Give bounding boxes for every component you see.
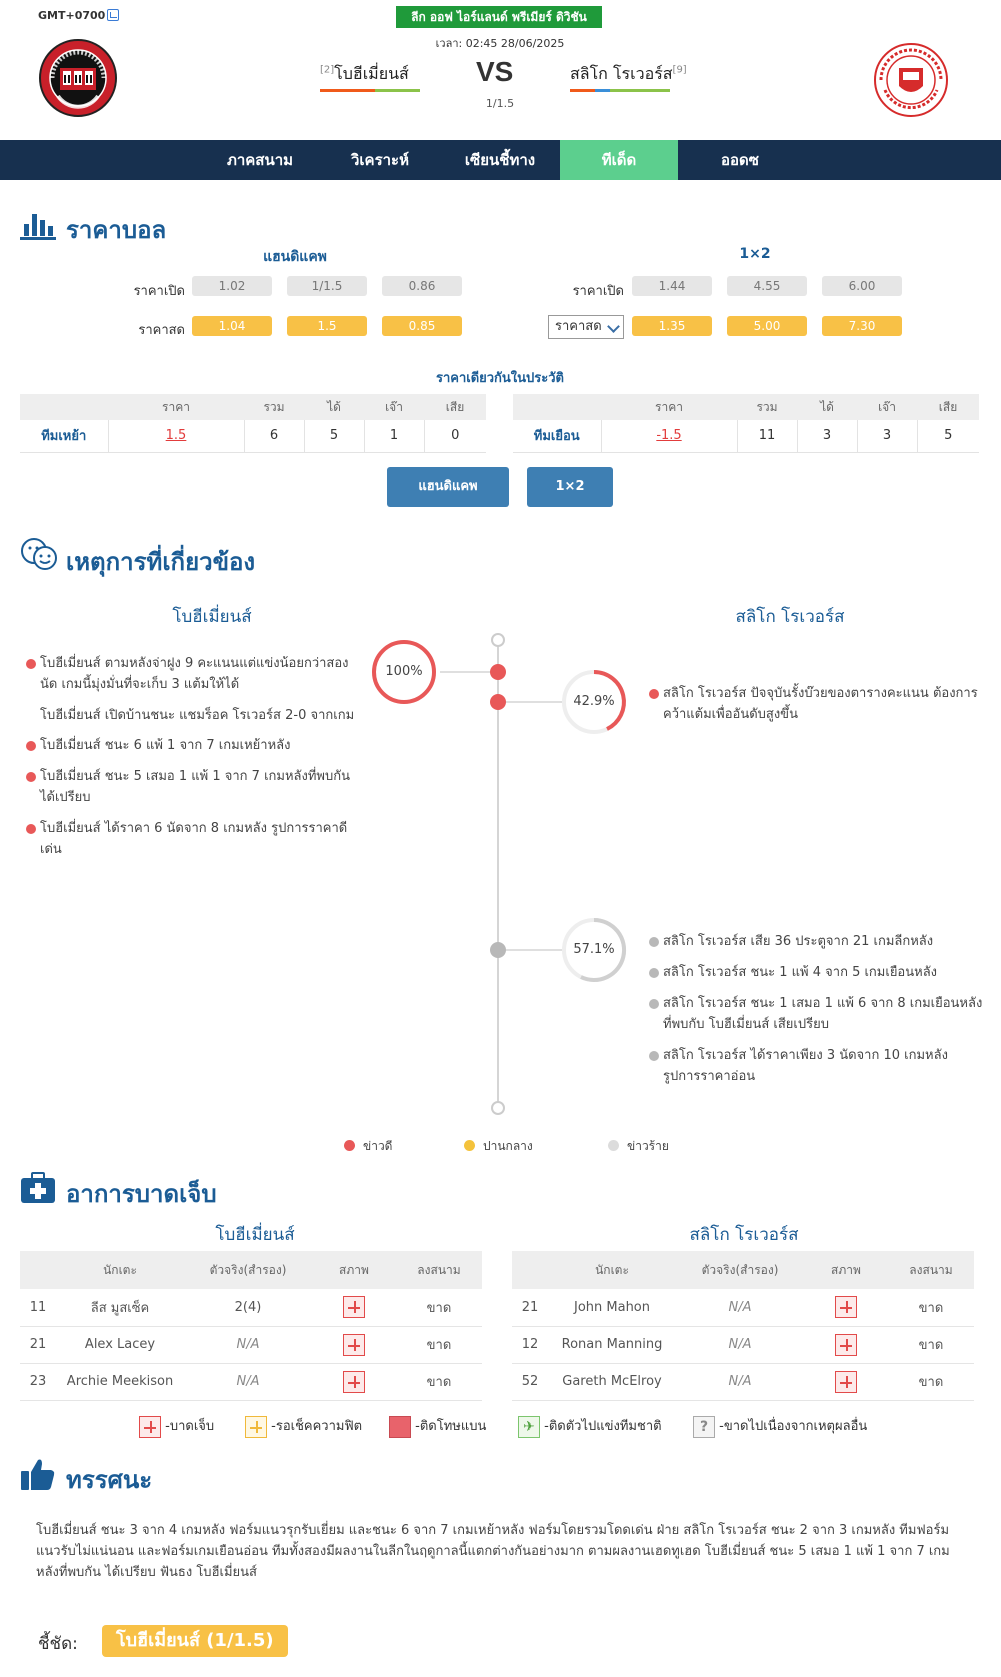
- player-number: 23: [20, 1363, 56, 1400]
- injured-icon: [835, 1371, 857, 1393]
- red-card-icon: [389, 1416, 411, 1438]
- question-icon: ?: [693, 1416, 715, 1438]
- away-team-bar: [570, 89, 670, 92]
- inj-header-status: สภาพ: [312, 1251, 396, 1289]
- tab-experts[interactable]: เซียนชี้ทาง: [464, 151, 536, 169]
- table-row: [20, 420, 486, 452]
- good-news-dot: [26, 659, 36, 669]
- player-number: 52: [512, 1363, 548, 1400]
- h2h-title: ราคาเดียวกันในประวัติ: [435, 371, 565, 386]
- onextwo-open-draw: 4.55: [727, 276, 807, 296]
- key-fitness: -รอเช็คความฟิต: [245, 1415, 362, 1438]
- fitness-check-icon: [245, 1416, 267, 1438]
- key-suspended: -ติดโทษแบน: [389, 1415, 486, 1438]
- airplane-icon: ✈: [518, 1416, 540, 1438]
- good-news-dot: [649, 689, 659, 699]
- good-news-dot: [26, 772, 36, 782]
- legend-neutral: ปานกลาง: [464, 1137, 533, 1156]
- chat-faces-icon: [20, 537, 58, 571]
- h2h-header-win: ได้: [797, 394, 857, 420]
- player-availability: ขาด: [396, 1326, 482, 1363]
- table-row: [512, 1326, 974, 1363]
- injured-icon: [343, 1371, 365, 1393]
- handicap-live-line: 1.5: [287, 316, 367, 336]
- inj-header-status: สภาพ: [804, 1251, 888, 1289]
- injured-icon: [343, 1334, 365, 1356]
- handicap-live-home: 1.04: [192, 316, 272, 336]
- player-apps: N/A: [676, 1289, 804, 1326]
- player-apps: N/A: [676, 1326, 804, 1363]
- league-name[interactable]: ลีก ออฟ ไอร์แลนด์ พรีเมียร์ ดิวิชัน: [396, 6, 602, 28]
- home-team-name[interactable]: [2]โบฮีเมี่ยนส์: [320, 64, 409, 83]
- timezone-label[interactable]: GMT+0700: [38, 9, 119, 22]
- player-name[interactable]: Archie Meekison: [56, 1363, 184, 1400]
- injured-icon: [835, 1334, 857, 1356]
- onextwo-open-away: 6.00: [822, 276, 902, 296]
- player-number: 12: [512, 1326, 548, 1363]
- h2h-header-total: รวม: [244, 394, 304, 420]
- h2h-header-lose: เสีย: [424, 394, 486, 420]
- event-item: โบฮีเมี่ยนส์ ได้ราคา 6 นัดจาก 8 เกมหลัง รูปการราคาดีเด่น: [40, 818, 355, 860]
- event-item: สลิโก โรเวอร์ส เสีย 36 ประตูจาก 21 เกมลีกหลัง: [663, 931, 983, 952]
- injuries-away-table: [512, 1251, 974, 1401]
- event-item: โบฮีเมี่ยนส์ ชนะ 6 แพ้ 1 จาก 7 เกมเหย้าหลัง: [40, 735, 355, 756]
- h2h-team: ทีมเยือน: [513, 420, 601, 452]
- table-row: [20, 1326, 482, 1363]
- events-away-title: สลิโก โรเวอร์ส: [735, 607, 845, 627]
- table-row: [20, 1289, 482, 1326]
- injuries-away-title: สลิโก โรเวอร์ส: [689, 1225, 799, 1245]
- h2h-price-link[interactable]: -1.5: [601, 420, 737, 452]
- neutral-news-dot: [464, 1140, 475, 1151]
- pick-label: ชี้ชัด:: [38, 1634, 78, 1654]
- inj-header-player: นักเตะ: [548, 1251, 676, 1289]
- legend-good: ข่าวดี: [344, 1137, 392, 1156]
- table-row: [512, 1289, 974, 1326]
- opinion-text: โบฮีเมี่ยนส์ ชนะ 3 จาก 4 เกมหลัง ฟอร์มแนวรุกรับเยี่ยม และชนะ 6 จาก 7 เกมเหย้าหลัง ฟอร์มโดยรวมโดดเด่น ฝ่าย สลิโก โรเวอร์ส ชนะ 2 จาก 3 เกมหลัง ทีมฟอร์มแนวรับไม่แน่นอน และฟอร์มเกมเยือนอ่อน ทีมทั้งสองมีผลงานในลีกในฤดูกาลนี้แตกต่างกันอย่างมาก ตามผลงานเฮดทูเฮด โบฮีเมี่ยนส์ ชนะ 5 เสมอ 1 แพ้ 1 จาก 7 เกมหลังที่พบกัน ได้เปรียบ ฟันธง โบฮีเมี่ยนส์: [36, 1523, 950, 1580]
- injuries-home-table: [20, 1251, 482, 1401]
- bad-news-dot: [649, 968, 659, 978]
- event-item: โบฮีเมี่ยนส์ เปิดบ้านชนะ แชมร็อค โรเวอร์ส 2-0 จากเกม: [40, 705, 355, 726]
- h2h-home-table: [20, 394, 486, 453]
- good-news-dot: [26, 824, 36, 834]
- handicap-open-away: 0.86: [382, 276, 462, 296]
- event-item: โบฮีเมี่ยนส์ ชนะ 5 เสมอ 1 แพ้ 1 จาก 7 เกมหลังที่พบกัน ได้เปรียบ: [40, 766, 355, 808]
- h2h-draw: 3: [857, 420, 917, 452]
- inj-header-apps: ตัวจริง(สำรอง): [184, 1251, 312, 1289]
- opinion-section-title: ทรรศนะ: [66, 1466, 153, 1494]
- open-label: ราคาเปิด: [133, 284, 185, 299]
- injured-icon: [139, 1416, 161, 1438]
- h2h-away-table: [513, 394, 979, 453]
- pick-badge: โบฮีเมี่ยนส์ (1/1.5): [102, 1625, 288, 1657]
- h2h-draw: 1: [364, 420, 424, 452]
- h2h-header-draw: เจ๊า: [857, 394, 917, 420]
- inj-header-apps: ตัวจริง(สำรอง): [676, 1251, 804, 1289]
- h2h-win: 3: [797, 420, 857, 452]
- bad-news-dot: [649, 937, 659, 947]
- h2h-total: 6: [244, 420, 304, 452]
- bad-news-dot: [649, 1051, 659, 1061]
- player-name[interactable]: John Mahon: [548, 1289, 676, 1326]
- main-nav: [0, 140, 1001, 180]
- player-apps: N/A: [184, 1363, 312, 1400]
- player-availability: ขาด: [396, 1289, 482, 1326]
- handicap-button[interactable]: แฮนดิแคพ: [387, 467, 509, 507]
- tab-analysis[interactable]: วิเคราะห์: [350, 151, 409, 169]
- injuries-section-title: อาการบาดเจ็บ: [66, 1180, 217, 1208]
- table-row: [513, 420, 979, 452]
- legend-bad: ข่าวร้าย: [608, 1137, 669, 1156]
- event-item: สลิโก โรเวอร์ส ปัจจุบันรั้งบ๊วยของตารางคะแนน ต้องการคว้าแต้มเพื่ออันดับสูงขึ้น: [663, 683, 983, 725]
- event-item: โบฮีเมี่ยนส์ ตามหลังจ่าฝูง 9 คะแนนแต่แข่งน้อยกว่าสองนัด เกมนี้มุ่งมั่นที่จะเก็บ 3 แต้มให้ได้: [40, 653, 355, 695]
- player-name[interactable]: ลีส มูสเซ็ค: [56, 1289, 184, 1326]
- away-good-pct: 42.9%: [573, 694, 615, 709]
- handicap-open-home: 1.02: [192, 276, 272, 296]
- away-team-name[interactable]: สลิโก โรเวอร์ส[9]: [570, 64, 687, 83]
- h2h-header-draw: เจ๊า: [364, 394, 424, 420]
- home-team-logo: [38, 38, 118, 118]
- player-apps: N/A: [184, 1326, 312, 1363]
- key-national: ✈ -ติดตัวไปแข่งทีมชาติ: [518, 1415, 662, 1438]
- live-label: ราคาสด: [138, 323, 185, 338]
- medical-kit-icon: [20, 1172, 56, 1204]
- onextwo-open-label: ราคาเปิด: [572, 284, 624, 299]
- table-row: [20, 1363, 482, 1400]
- h2h-lose: 5: [917, 420, 979, 452]
- chevron-down-icon: [607, 320, 620, 333]
- inj-header-played: ลงสนาม: [888, 1251, 974, 1289]
- tab-tips[interactable]: ทีเด็ด: [560, 140, 678, 180]
- table-row: [512, 1363, 974, 1400]
- onextwo-open-home: 1.44: [632, 276, 712, 296]
- player-availability: ขาด: [888, 1289, 974, 1326]
- odds-type-select[interactable]: ราคาสด: [548, 315, 624, 339]
- event-item: สลิโก โรเวอร์ส ชนะ 1 แพ้ 4 จาก 5 เกมเยือนหลัง: [663, 962, 983, 983]
- good-news-dot: [26, 741, 36, 751]
- events-home-title: โบฮีเมี่ยนส์: [172, 607, 252, 627]
- onextwo-live-away: 7.30: [822, 316, 902, 336]
- inj-header-player: นักเตะ: [56, 1251, 184, 1289]
- tab-field[interactable]: ภาคสนาม: [226, 151, 294, 169]
- away-team-logo: [873, 42, 949, 118]
- player-name[interactable]: Gareth McElroy: [548, 1363, 676, 1400]
- player-number: 21: [20, 1326, 56, 1363]
- key-injured: -บาดเจ็บ: [139, 1415, 214, 1438]
- away-bad-pct: 57.1%: [573, 942, 615, 957]
- handicap-open-line: 1/1.5: [287, 276, 367, 296]
- chart-bars-icon: [20, 210, 56, 240]
- match-handicap: 1/1.5: [485, 97, 515, 110]
- onextwo-live-draw: 5.00: [727, 316, 807, 336]
- good-news-dot: [344, 1140, 355, 1151]
- h2h-header-lose: เสีย: [917, 394, 979, 420]
- event-item: สลิโก โรเวอร์ส ชนะ 1 เสมอ 1 แพ้ 6 จาก 8 เกมเยือนหลังที่พบกับ โบฮีเมี่ยนส์ เสียเปรียบ: [663, 993, 983, 1035]
- h2h-lose: 0: [424, 420, 486, 452]
- player-name[interactable]: Ronan Manning: [548, 1326, 676, 1363]
- onextwo-title: 1×2: [739, 246, 771, 262]
- player-availability: ขาด: [888, 1326, 974, 1363]
- player-apps: N/A: [676, 1363, 804, 1400]
- injuries-home-title: โบฮีเมี่ยนส์: [215, 1225, 295, 1245]
- onextwo-live-home: 1.35: [632, 316, 712, 336]
- player-apps: 2(4): [184, 1289, 312, 1326]
- player-availability: ขาด: [396, 1363, 482, 1400]
- vs-label: VS: [476, 56, 514, 87]
- events-section-title: เหตุการที่เกี่ยวข้อง: [66, 548, 256, 576]
- h2h-header-price: ราคา: [601, 394, 737, 420]
- onextwo-button[interactable]: 1×2: [527, 467, 613, 507]
- kickoff-time: เวลา: 02:45 28/06/2025: [435, 37, 565, 50]
- h2h-total: 11: [737, 420, 797, 452]
- h2h-header-total: รวม: [737, 394, 797, 420]
- thumbs-up-icon: [20, 1456, 56, 1492]
- odds-section-title: ราคาบอล: [66, 216, 167, 244]
- handicap-title: แฮนดิแคพ: [263, 249, 327, 265]
- h2h-header-win: ได้: [304, 394, 364, 420]
- player-number: 11: [20, 1289, 56, 1326]
- key-other: ? -ขาดไปเนื่องจากเหตุผลอื่น: [693, 1415, 867, 1438]
- player-number: 21: [512, 1289, 548, 1326]
- injured-icon: [835, 1296, 857, 1318]
- player-name[interactable]: Alex Lacey: [56, 1326, 184, 1363]
- home-good-pct: 100%: [385, 664, 423, 679]
- inj-header-played: ลงสนาม: [396, 1251, 482, 1289]
- event-item: สลิโก โรเวอร์ส ได้ราคาเพียง 3 นัดจาก 10 เกมหลัง รูปการราคาอ่อน: [663, 1045, 983, 1087]
- h2h-header-price: ราคา: [108, 394, 244, 420]
- h2h-win: 5: [304, 420, 364, 452]
- handicap-live-away: 0.85: [382, 316, 462, 336]
- calendar-icon[interactable]: [107, 9, 119, 21]
- player-availability: ขาด: [888, 1363, 974, 1400]
- injured-icon: [343, 1296, 365, 1318]
- bad-news-dot: [608, 1140, 619, 1151]
- home-team-bar: [320, 89, 420, 92]
- bad-news-dot: [649, 999, 659, 1009]
- h2h-price-link[interactable]: 1.5: [108, 420, 244, 452]
- tab-odds[interactable]: ออดซ: [721, 151, 759, 169]
- h2h-team: ทีมเหย้า: [20, 420, 108, 452]
